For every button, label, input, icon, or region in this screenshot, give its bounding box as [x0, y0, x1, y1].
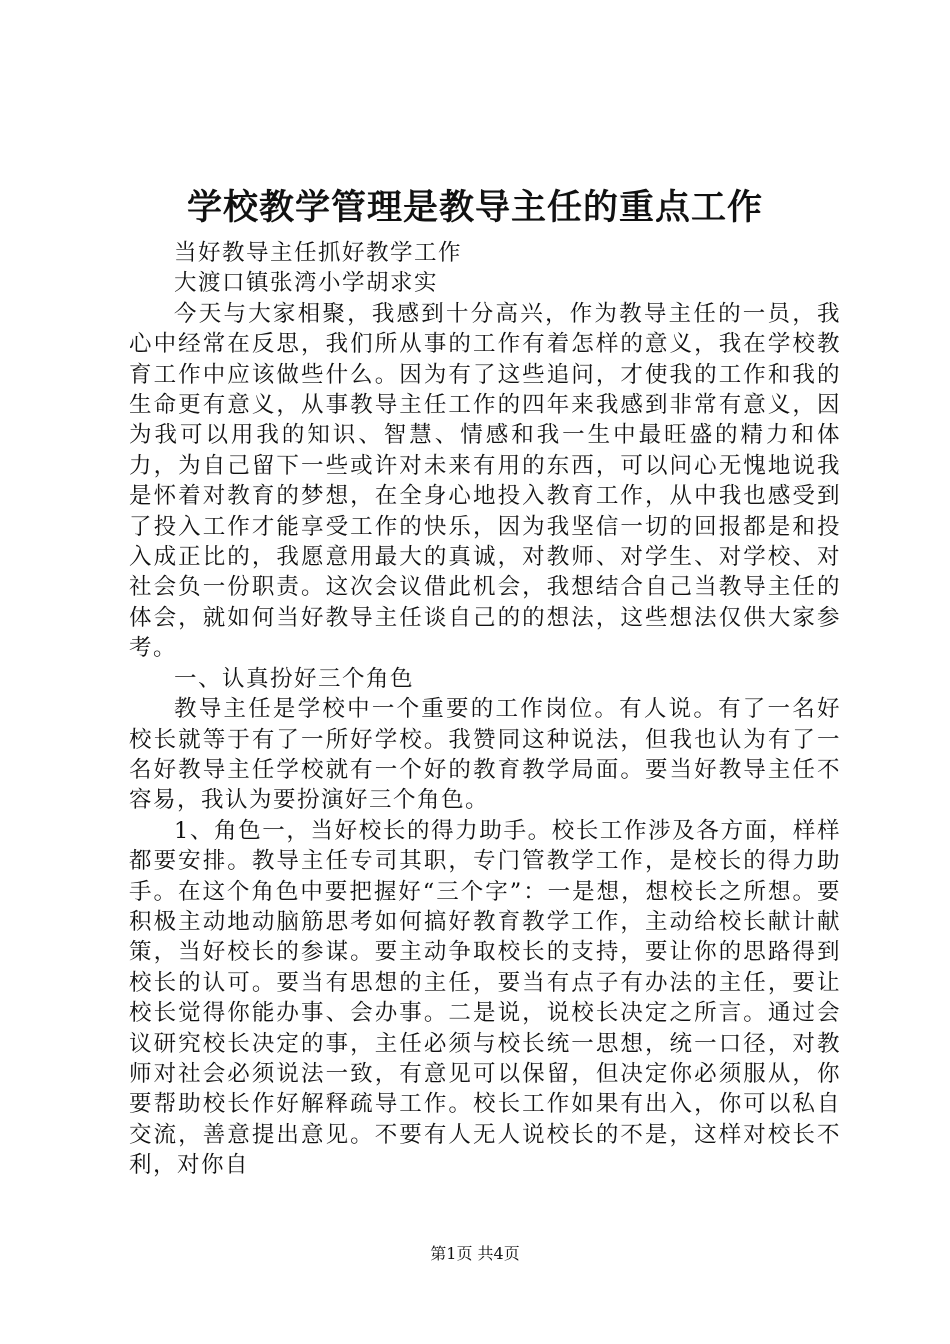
- page-footer: 第1页 共4页: [430, 1244, 520, 1263]
- body-paragraph: 1、角色一，当好校长的得力助手。校长工作涉及各方面，样样都要安排。教导主任专司其职，专门管教学工作，是校长的得力助手。在这个角色中要把握好“三个字”：一是想，想校长之所想。要积极主动地动脑筋思考如何搞好教育教学工作，主动给校长献计献策，当好校长的参谋。要主动争取校长的支持，要让你的思路得到校长的认可。要当有思想的主任，要当有点子有办法的主任，要让校长觉得你能办事、会办事。二是说，说校长决定之所言。通过会议研究校长决定的事，主任必须与校长统一思想，统一口径，对教师对社会必须说法一致，有意见可以保留，但决定你必须服从，你要帮助校长作好解释疏导工作。校长工作如果有出入，你可以私自交流，善意提出意见。不要有人无人说校长的不是，这样对校长不利，对你自: [129, 817, 841, 1179]
- section-heading: 一、认真扮好三个角色: [174, 665, 415, 692]
- author-paragraph: 大渡口镇张湾小学胡求实: [174, 270, 439, 297]
- document-body: [129, 238, 841, 1181]
- subtitle-paragraph: 当好教导主任抓好教学工作: [174, 240, 463, 266]
- document-title: 学校教学管理是教导主任的重点工作: [186, 187, 763, 228]
- body-paragraph: 教导主任是学校中一个重要的工作岗位。有人说。有了一名好校长就等于有了一所好学校。我赞同这种说法，但我也认为有了一名好教导主任学校就有一个好的教育教学局面。要当好教导主任不容易，我认为要扮演好三个角色。: [129, 696, 841, 814]
- intro-paragraph: 今天与大家相聚，我感到十分高兴，作为教导主任的一员，我心中经常在反思，我们所从事的工作有着怎样的意义，我在学校教育工作中应该做些什么。因为有了这些追问，才使我的工作和我的生命更有意义，从事教导主任工作的四年来我感到非常有意义，因为我可以用我的知识、智慧、情感和我一生中最旺盛的精力和体力，为自己留下一些或许对未来有用的东西，可以问心无愧地说我是怀着对教育的梦想，在全身心地投入教育工作，从中我也感受到了投入工作才能享受工作的快乐，因为我坚信一切的回报都是和投入成正比的，我愿意用最大的真诚，对教师、对学生、对学校、对社会负一份职责。这次会议借此机会，我想结合自己当教导主任的体会，就如何当好教导主任谈自己的的想法，这些想法仅供大家参考。: [129, 300, 841, 662]
